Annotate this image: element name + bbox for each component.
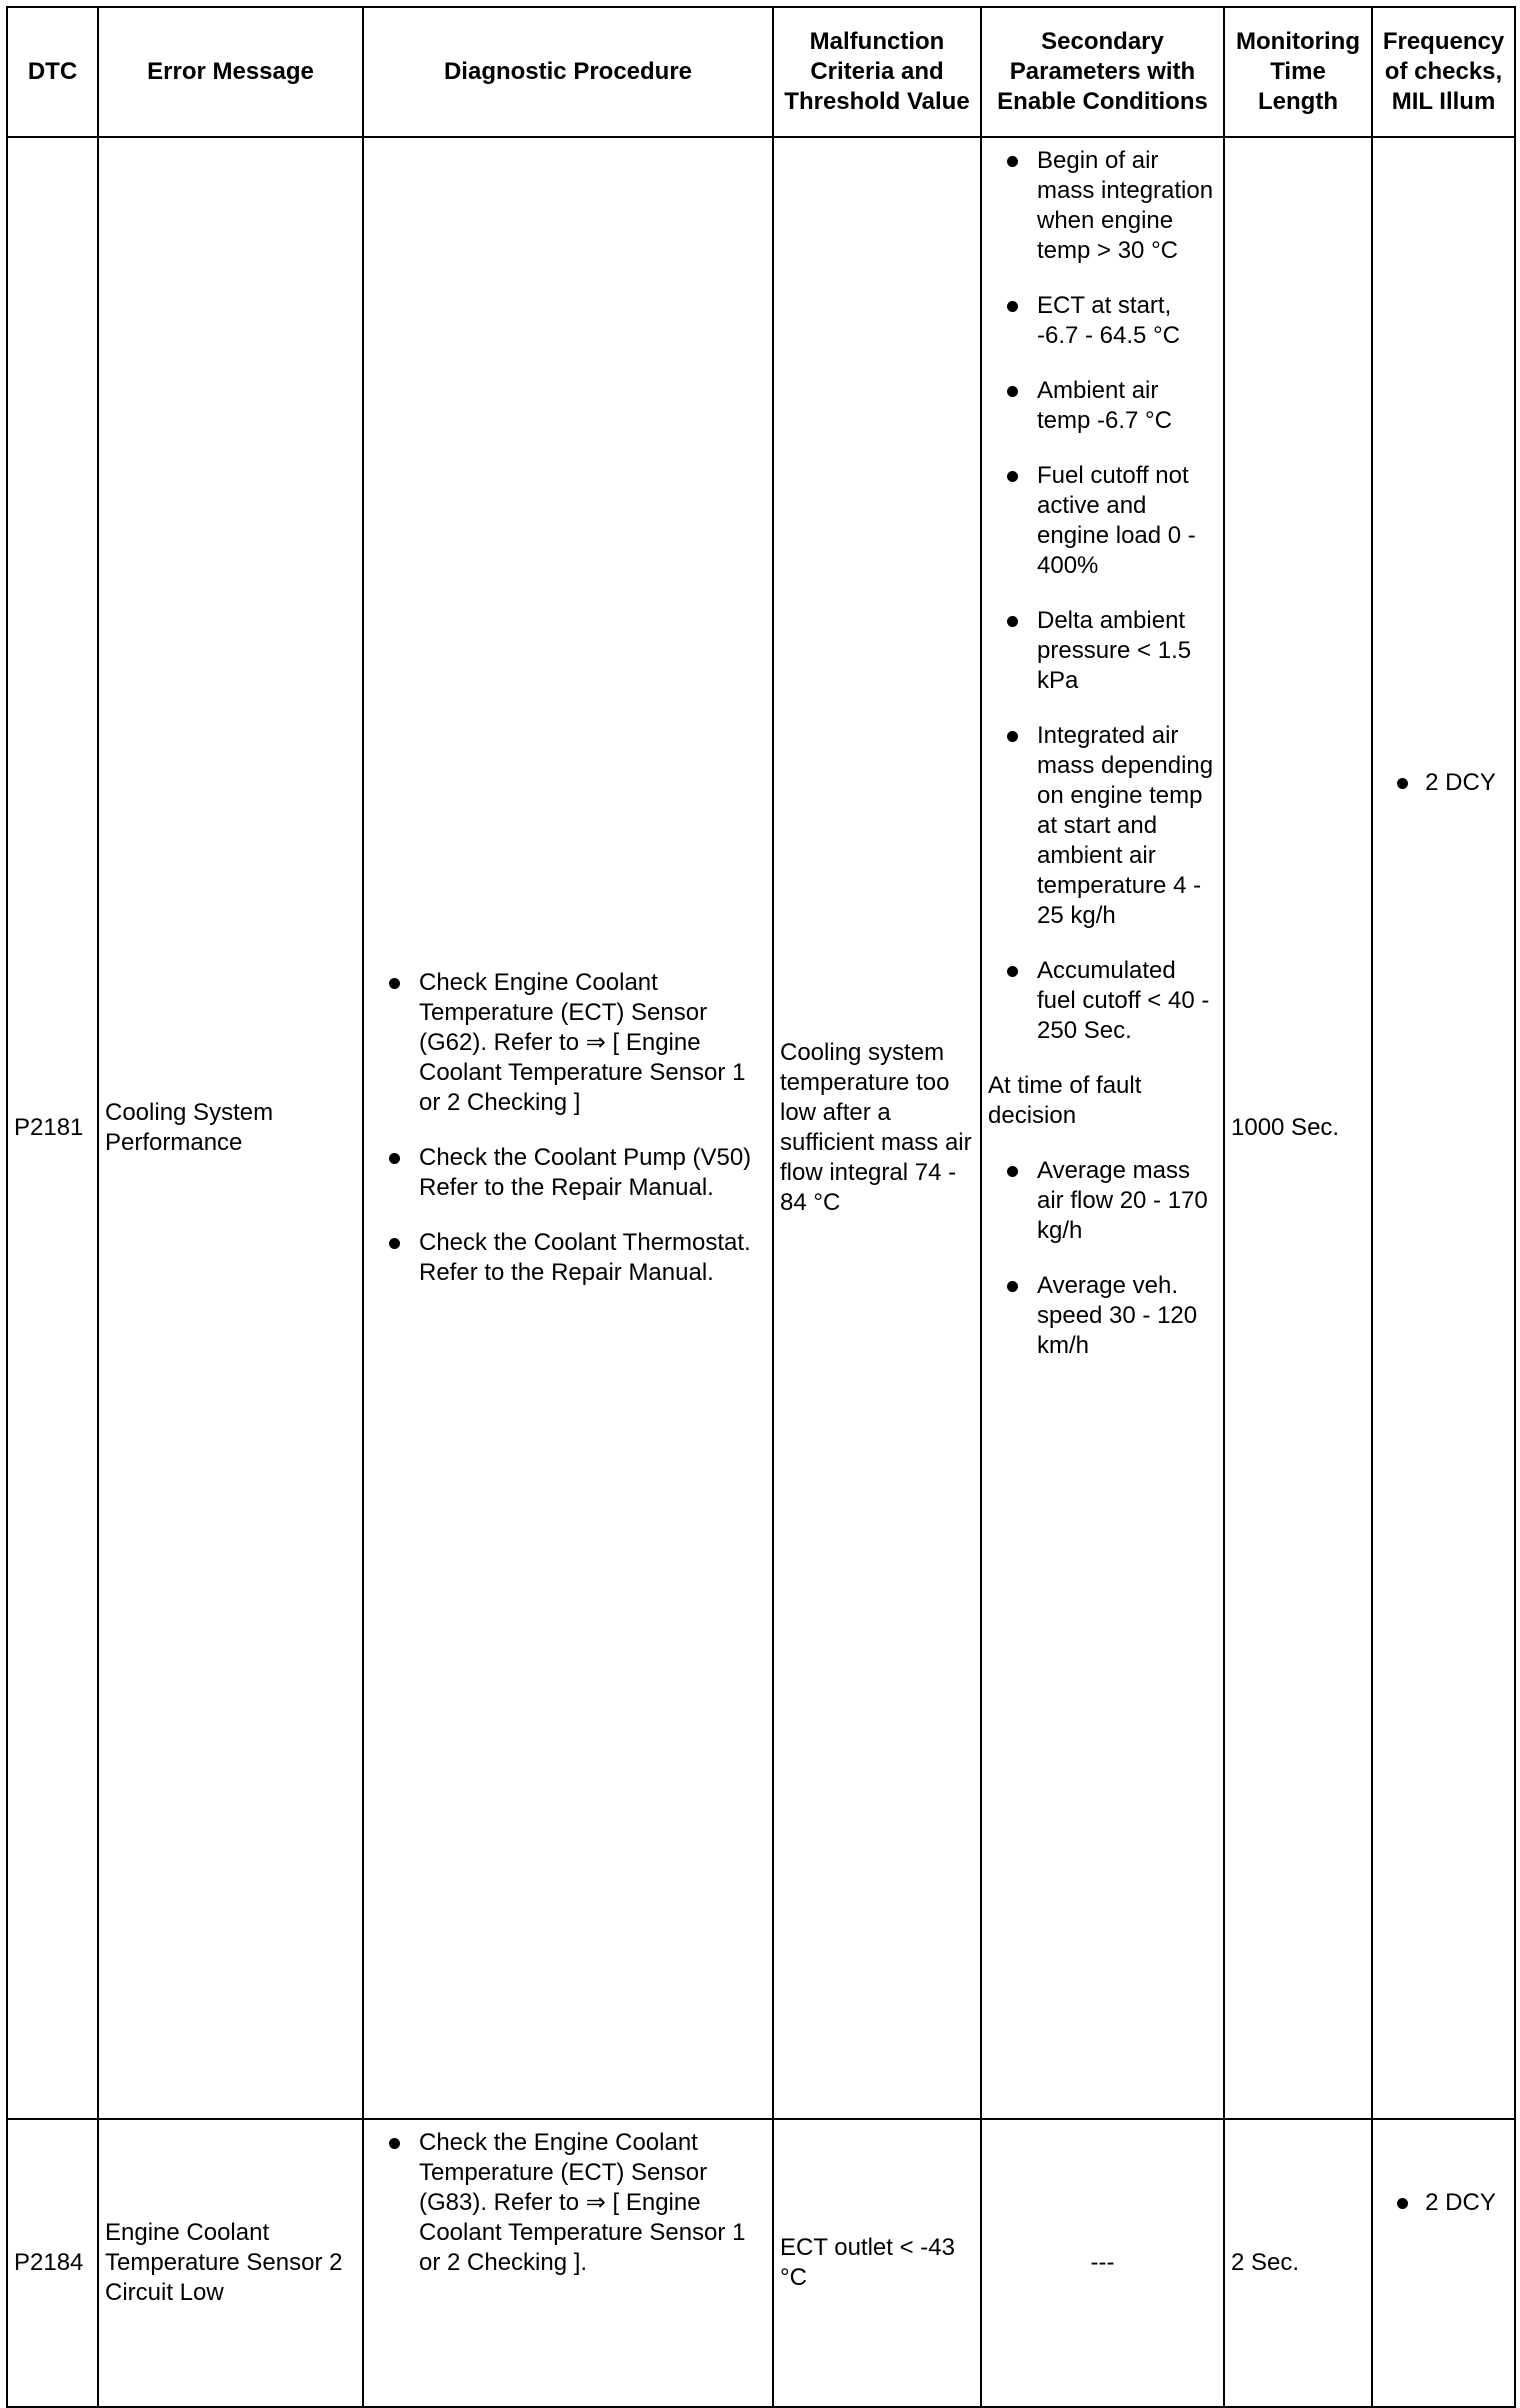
malfunction-criteria: Cooling system temperature too low after a sufficient mass air flow integral 74 - 84 °C <box>773 137 981 2119</box>
header-diagnostic-procedure: Diagnostic Procedure <box>363 7 773 137</box>
malfunction-criteria: ECT outlet < -43 °C <box>773 2119 981 2407</box>
secondary-item: Accumulated fuel cutoff < 40 - 250 Sec. <box>982 956 1217 1046</box>
error-message: Cooling System Performance <box>98 137 363 2119</box>
error-message: Engine Coolant Temperature Sensor 2 Circuit Low <box>98 2119 363 2407</box>
dtc-code: P2181 <box>7 137 98 2119</box>
procedure-item: Check the Coolant Pump (V50) Refer to the Repair Manual. <box>364 1143 766 1203</box>
table-row <box>7 137 1515 2119</box>
secondary-item: Average mass air flow 20 - 170 kg/h <box>982 1156 1217 1246</box>
secondary-item: Ambient air temp -6.7 °C <box>982 376 1217 436</box>
secondary-parameters: --- <box>981 2119 1224 2407</box>
header-row <box>7 7 1515 137</box>
secondary-item: ECT at start, -6.7 - 64.5 °C <box>982 291 1217 351</box>
header-monitoring-time: Monitoring Time Length <box>1224 7 1372 137</box>
table-row <box>7 2119 1515 2407</box>
secondary-item: Integrated air mass depending on engine temp at start and ambient air temperature 4 - 25 kg/h <box>982 721 1217 931</box>
header-malfunction-criteria: Malfunction Criteria and Threshold Value <box>773 7 981 137</box>
frequency-cell <box>1372 137 1515 2119</box>
secondary-item: Begin of air mass integration when engine temp > 30 °C <box>982 146 1217 266</box>
secondary-item: Fuel cutoff not active and engine load 0 - 400% <box>982 461 1217 581</box>
secondary-item: Delta ambient pressure < 1.5 kPa <box>982 606 1217 696</box>
secondary-item: Average veh. speed 30 - 120 km/h <box>982 1271 1217 1361</box>
frequency-cell <box>1372 2119 1515 2407</box>
diagnostic-procedure <box>363 2119 773 2407</box>
fault-decision-heading: At time of fault decision <box>988 1072 1142 1129</box>
secondary-parameters <box>981 137 1224 2119</box>
procedure-item: Check the Engine Coolant Temperature (ECT) Sensor (G83). Refer to ⇒ [ Engine Coolant Temperature Sensor 1 or 2 Checking ]. <box>364 2128 766 2278</box>
procedure-item: Check Engine Coolant Temperature (ECT) Sensor (G62). Refer to ⇒ [ Engine Coolant Temperature Sensor 1 or 2 Checking ] <box>364 968 766 1118</box>
header-frequency: Frequency of checks, MIL Illum <box>1372 7 1515 137</box>
diagnostic-procedure <box>363 137 773 2119</box>
frequency-value: 2 DCY <box>1391 768 1496 798</box>
header-error-message: Error Message <box>98 7 363 137</box>
frequency-value: 2 DCY <box>1391 2188 1496 2218</box>
header-secondary-parameters: Secondary Parameters with Enable Conditions <box>981 7 1224 137</box>
header-dtc: DTC <box>7 7 98 137</box>
monitoring-time: 2 Sec. <box>1224 2119 1372 2407</box>
monitoring-time: 1000 Sec. <box>1224 137 1372 2119</box>
dtc-code: P2184 <box>7 2119 98 2407</box>
dtc-table <box>6 6 1516 2408</box>
procedure-item: Check the Coolant Thermostat. Refer to the Repair Manual. <box>364 1228 766 1288</box>
